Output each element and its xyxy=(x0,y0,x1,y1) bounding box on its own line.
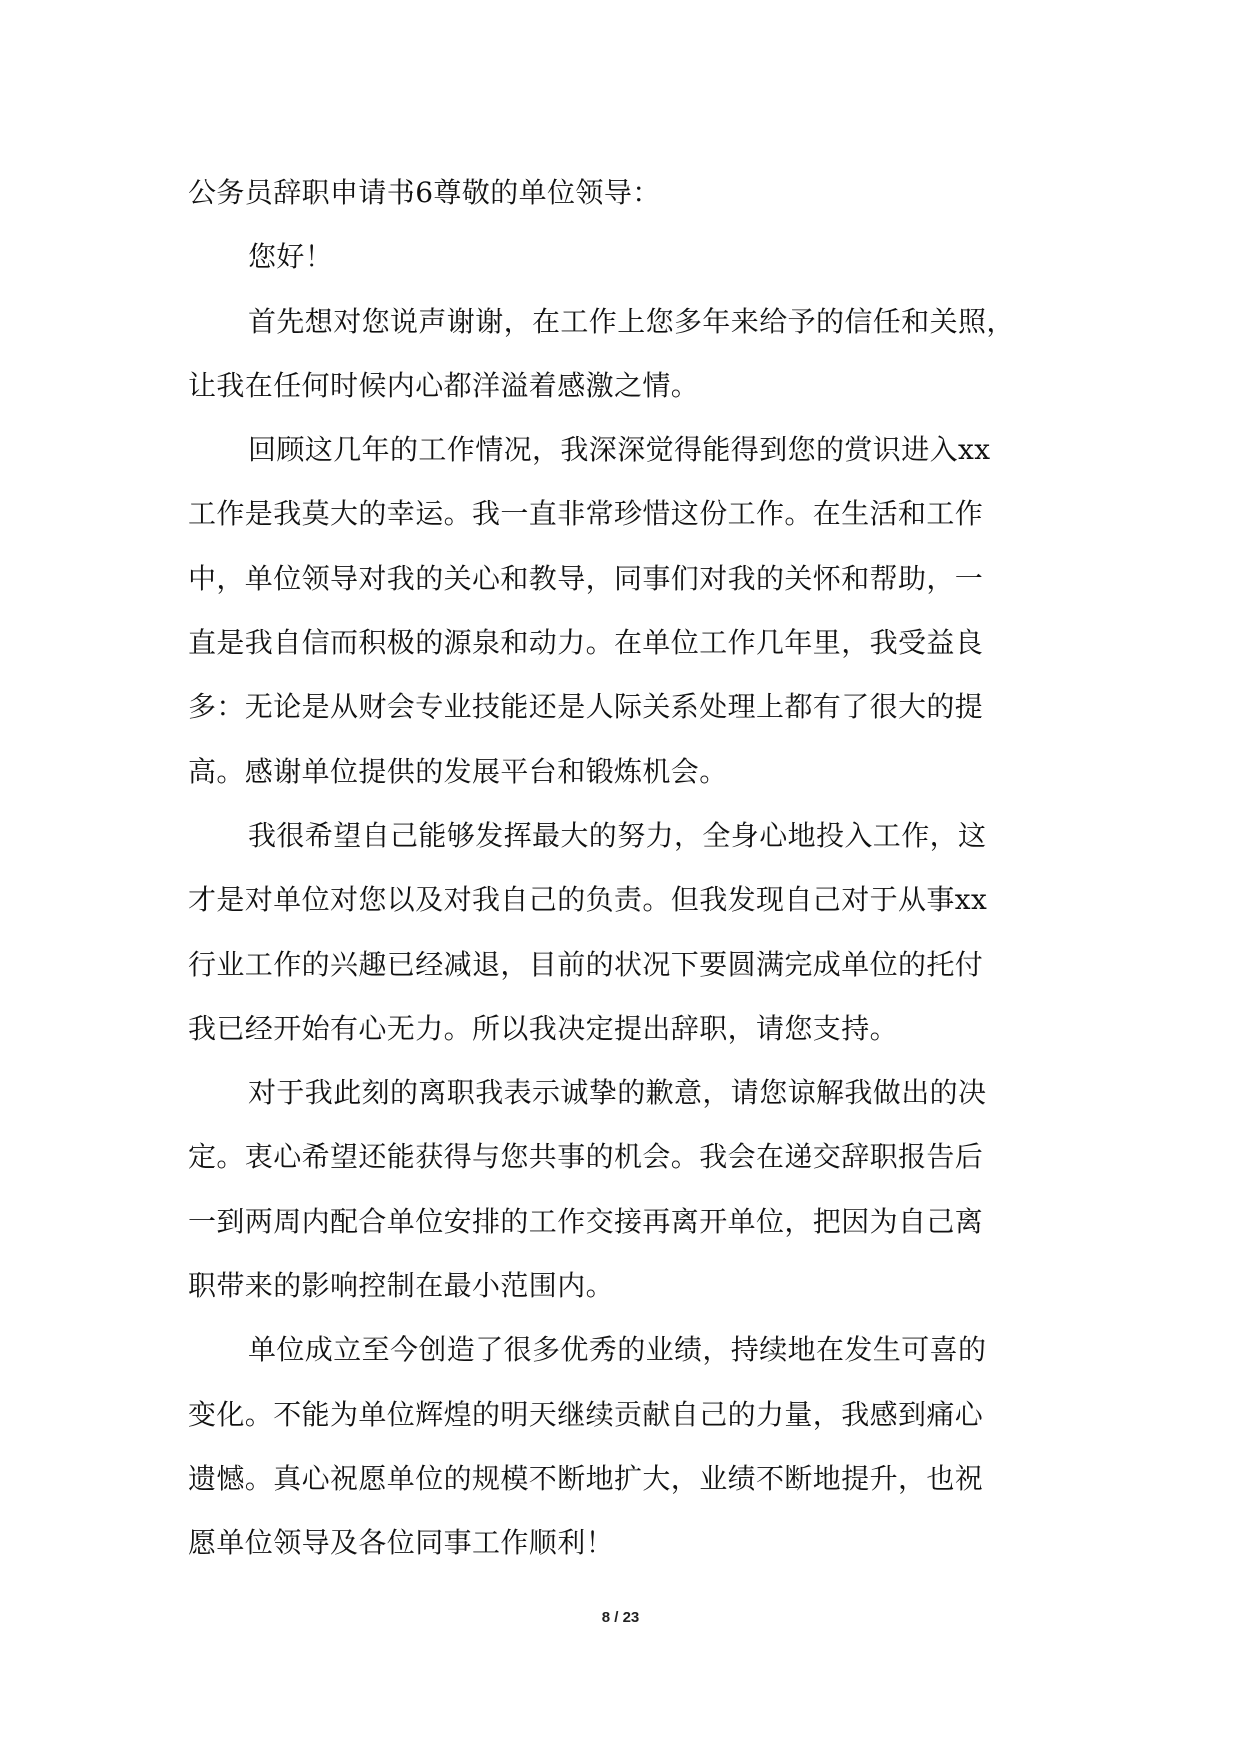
paragraph-line: 让我在任何时候内心都洋溢着感激之情。 xyxy=(188,368,700,402)
paragraph-line: 变化。不能为单位辉煌的明天继续贡献自己的力量，我感到痛心 xyxy=(188,1397,984,1431)
paragraph-line: 单位成立至今创造了很多优秀的业绩，持续地在发生可喜的 xyxy=(248,1333,987,1367)
paragraph-line: 首先想对您说声谢谢，在工作上您多年来给予的信任和关照， xyxy=(248,304,1015,338)
paragraph-line: 多：无论是从财会专业技能还是人际关系处理上都有了很大的提 xyxy=(188,690,984,724)
paragraph-line: 定。衷心希望还能获得与您共事的机会。我会在递交辞职报告后 xyxy=(188,1140,984,1174)
paragraph-line: 对于我此刻的离职我表示诚挚的歉意，请您谅解我做出的决 xyxy=(248,1076,987,1110)
paragraph-line: 行业工作的兴趣已经减退，目前的状况下要圆满完成单位的托付 xyxy=(188,947,984,981)
title-line: 公务员辞职申请书6尊敬的单位领导： xyxy=(188,176,661,209)
paragraph-line: 直是我自信而积极的源泉和动力。在单位工作几年里，我受益良 xyxy=(188,626,984,660)
paragraph-line: 愿单位领导及各位同事工作顺利！ xyxy=(188,1526,615,1560)
paragraph-line: 我已经开始有心无力。所以我决定提出辞职，请您支持。 xyxy=(188,1011,899,1045)
page-number: 8 / 23 xyxy=(601,1609,640,1626)
greeting-line: 您好！ xyxy=(248,240,334,274)
paragraph-line: 工作是我莫大的幸运。我一直非常珍惜这份工作。在生活和工作 xyxy=(188,497,984,531)
paragraph-line: 一到两周内配合单位安排的工作交接再离开单位，把因为自己离 xyxy=(188,1204,984,1238)
document-body xyxy=(188,161,1088,1576)
paragraph-line: 才是对单位对您以及对我自己的负责。但我发现自己对于从事xx xyxy=(188,883,988,917)
paragraph-line: 职带来的影响控制在最小范围内。 xyxy=(188,1269,615,1303)
paragraph-line: 我很希望自己能够发挥最大的努力，全身心地投入工作，这 xyxy=(248,818,987,852)
paragraph-line: 高。感谢单位提供的发展平台和锻炼机会。 xyxy=(188,754,728,788)
paragraph-line: 中，单位领导对我的关心和教导，同事们对我的关怀和帮助，一 xyxy=(188,561,984,595)
paragraph-line: 回顾这几年的工作情况，我深深觉得能得到您的赏识进入xx xyxy=(248,433,991,467)
paragraph-line: 遗憾。真心祝愿单位的规模不断地扩大，业绩不断地提升，也祝 xyxy=(188,1461,984,1495)
